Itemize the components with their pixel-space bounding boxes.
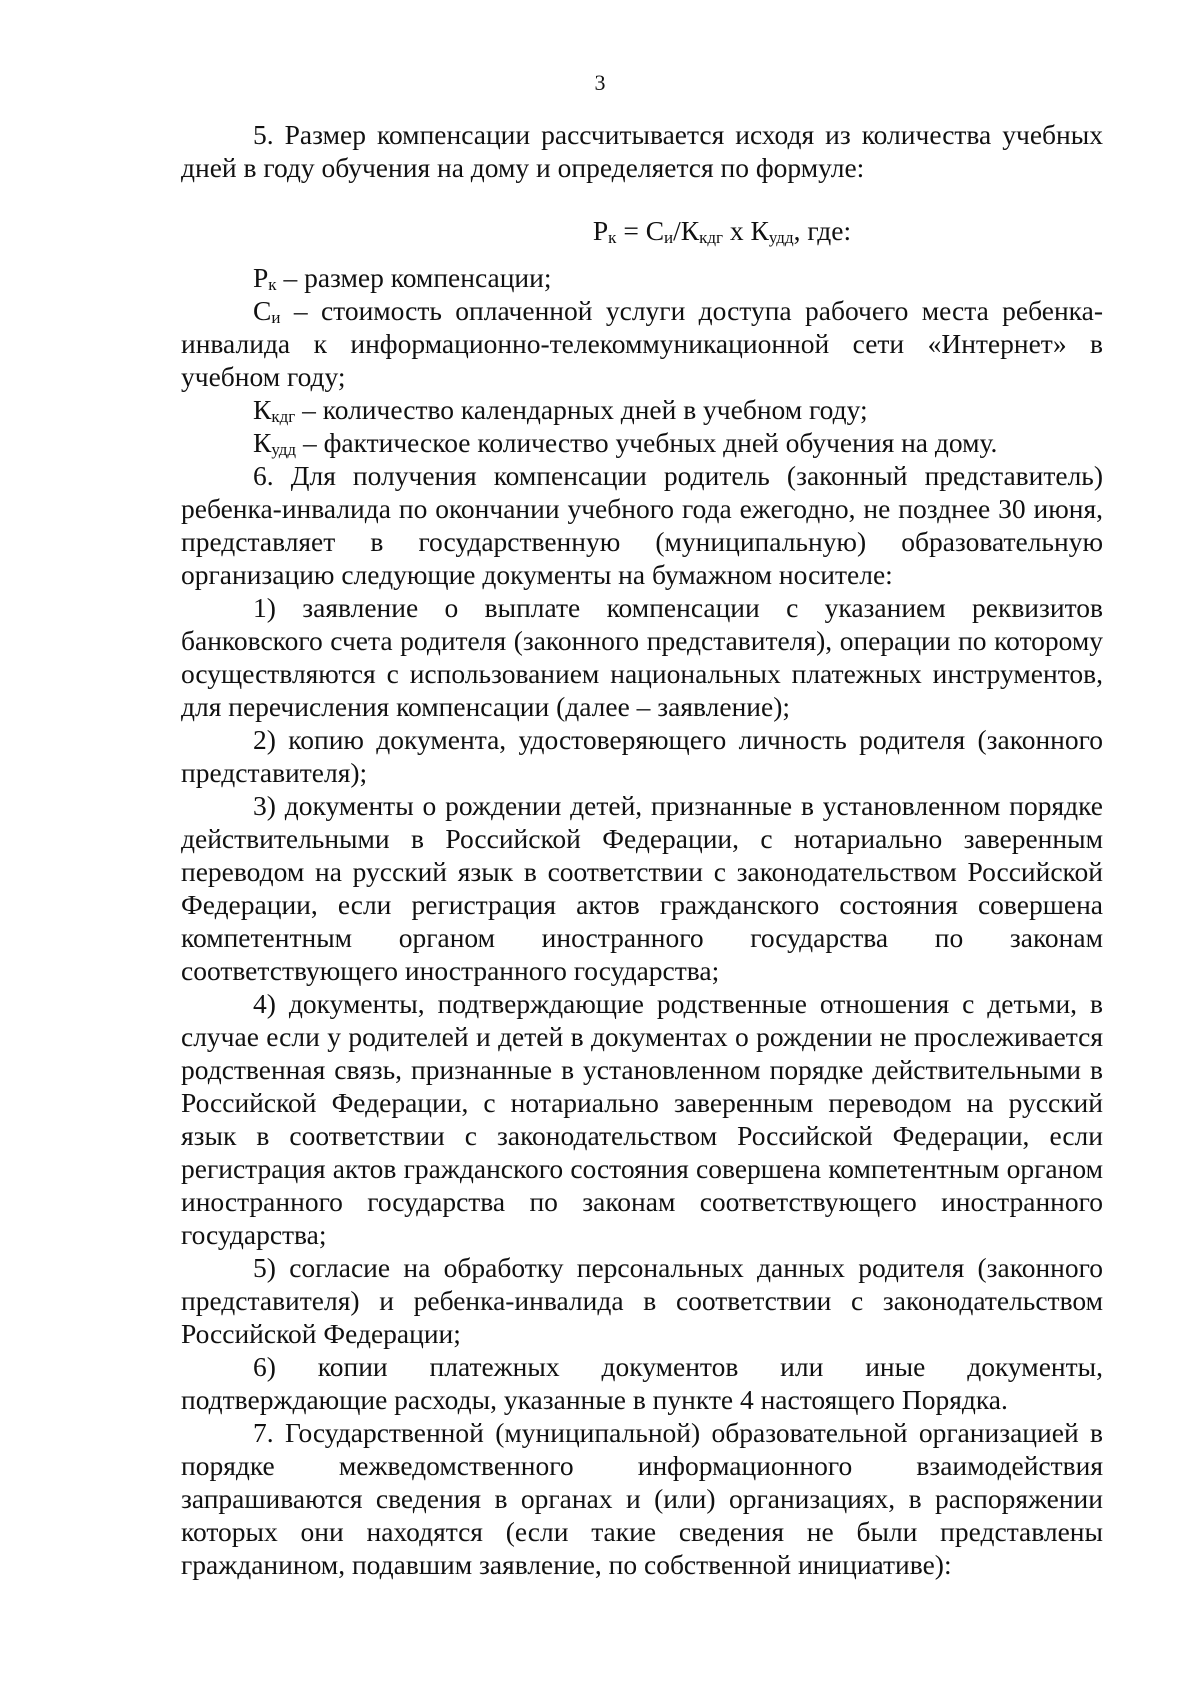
formula-kudd-sub: удд	[768, 228, 794, 247]
formula-rk-sub: к	[608, 228, 617, 247]
formula-rk: Р	[592, 215, 609, 246]
formula-div: /К	[673, 215, 700, 246]
formula-mul: х К	[723, 215, 769, 246]
paragraph-6-item-5: 5) согласие на обработку персональных данных родителя (законного представителя) и ребенка-инвалида в соответствии с законодательством Российской Федерации;	[181, 1252, 1103, 1349]
definition-ci-text: – стоимость оплаченной услуги доступа рабочего места ребенка-инвалида к информационно-телекоммуникационной сети «Интернет» в учебном году;	[181, 295, 1103, 392]
definition-kdg-sub: кдг	[271, 407, 296, 426]
definition-rk-text: – размер компенсации;	[276, 262, 552, 293]
definition-rk	[181, 261, 1103, 294]
definition-kudd-text: – фактическое количество учебных дней обучения на дому.	[296, 427, 998, 458]
definition-ci	[181, 294, 1103, 393]
formula-kdg-sub: кдг	[699, 228, 724, 247]
paragraph-6-item-2: 2) копию документа, удостоверяющего личность родителя (законного представителя);	[181, 724, 1103, 788]
definition-kudd-symbol: К	[253, 427, 272, 458]
paragraph-6-item-1: 1) заявление о выплате компенсации с указанием реквизитов банковского счета родителя (законного представителя), операции по которому осуществляются с использованием национальных платежных инструментов, для перечисления компенсации (далее – заявление);	[181, 592, 1103, 722]
paragraph-5: 5. Размер компенсации рассчитывается исходя из количества учебных дней в году обучения на дому и определяется по формуле:	[181, 119, 1103, 183]
definition-rk-symbol: Р	[253, 262, 269, 293]
definition-kdg	[181, 393, 1103, 426]
page-number: 3	[594, 70, 606, 95]
definition-rk-sub: к	[268, 275, 277, 294]
paragraph-6: 6. Для получения компенсации родитель (законный представитель) ребенка-инвалида по окончании учебного года ежегодно, не позднее 30 июня, представляет в государственную (муниципальную) образовательную организацию следующие документы на бумажном носителе:	[181, 460, 1103, 590]
definition-kudd-sub: удд	[271, 440, 297, 459]
definition-kdg-symbol: К	[253, 394, 272, 425]
formula-eq: = С	[616, 215, 665, 246]
paragraph-7: 7. Государственной (муниципальной) образовательной организацией в порядке межведомственного информационного взаимодействия запрашиваются сведения в органах и (или) организациях, в распоряжении которых они находятся (если такие сведения не были представлены гражданином, подавшим заявление, по собственной инициативе):	[181, 1417, 1103, 1580]
paragraph-6-item-3: 3) документы о рождении детей, признанные в установленном порядке действительными в Российской Федерации, с нотариально заверенным переводом на русский язык в соответствии с законодательством Российской Федерации, если регистрация актов гражданского состояния совершена компетентным органом иностранного государства по законам соответствующего иностранного государства;	[181, 790, 1103, 986]
paragraph-6-item-6: 6) копии платежных документов или иные документы, подтверждающие расходы, указанные в пункте 4 настоящего Порядка.	[181, 1351, 1103, 1415]
definition-kudd	[181, 426, 1103, 459]
formula-ci-sub: и	[664, 228, 674, 247]
compensation-formula	[181, 214, 1103, 247]
definition-ci-sub: и	[271, 308, 281, 327]
paragraph-6-item-4: 4) документы, подтверждающие родственные отношения с детьми, в случае если у родителей и детей в документах о рождении не прослеживается родственная связь, признанные в установленном порядке действительными в Российской Федерации, с нотариально заверенным переводом на русский язык в соответствии с законодательством Российской Федерации, если регистрация актов гражданского состояния совершена компетентным органом иностранного государства по законам соответствующего иностранного государства;	[181, 988, 1103, 1250]
definition-kdg-text: – количество календарных дней в учебном году;	[295, 394, 868, 425]
formula-tail: , где:	[793, 215, 852, 246]
document-body	[181, 118, 1103, 1581]
definition-ci-symbol: С	[253, 295, 272, 326]
